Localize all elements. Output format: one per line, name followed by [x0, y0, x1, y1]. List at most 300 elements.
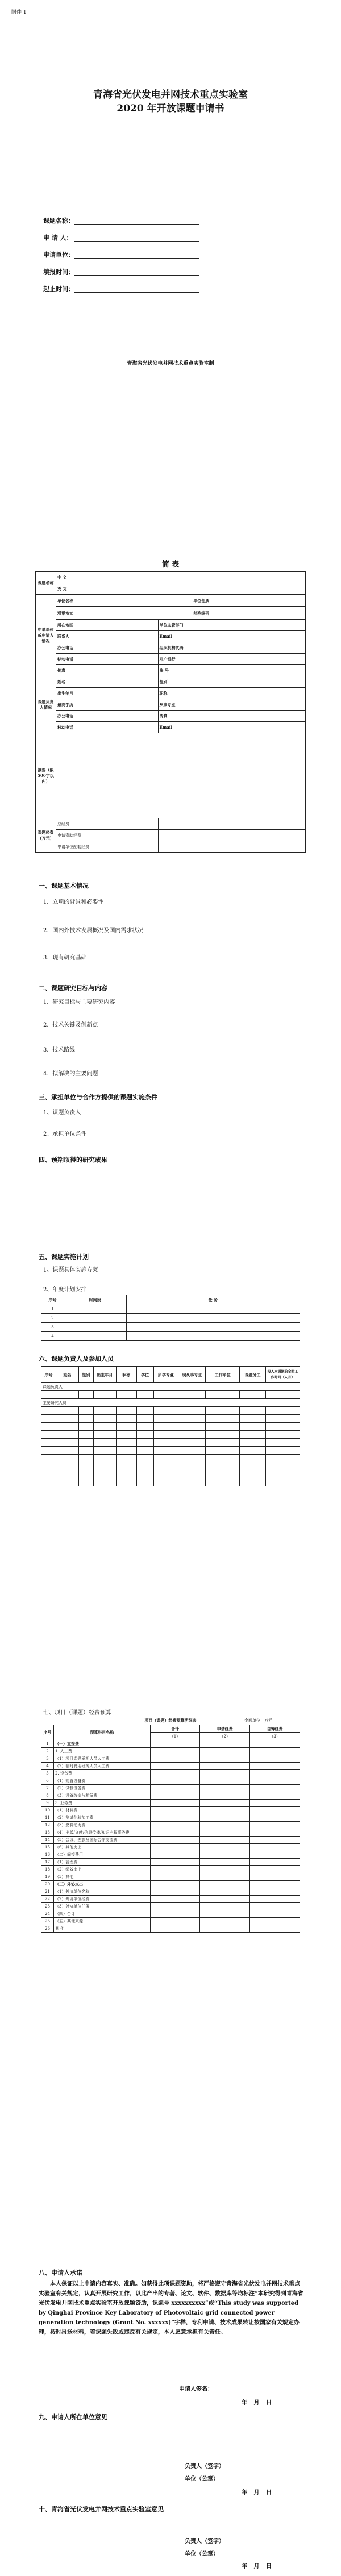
budget-amount-cell[interactable]: [150, 1763, 200, 1770]
budget-row-no: 4: [41, 1763, 54, 1770]
account-label: 账 号: [158, 665, 192, 676]
section-2-3: 3．技术路线: [43, 1047, 76, 1053]
budget-amount-cell[interactable]: [250, 1881, 300, 1888]
budget-row: [41, 1925, 300, 1933]
budget-row-item: （3）设备改造与租赁费: [53, 1792, 150, 1800]
bank-label: 开户银行: [158, 654, 192, 665]
budget-row-no: 24: [41, 1910, 54, 1918]
budget-amount-cell[interactable]: [250, 1822, 300, 1829]
budget-amount-cell[interactable]: [150, 1792, 200, 1800]
education-cell[interactable]: [90, 699, 158, 711]
budget-label: 课题经费（万元）: [36, 818, 56, 853]
email-label: Email: [158, 631, 192, 642]
budget-row: [41, 1888, 300, 1896]
budget-row-item: （1）管理费: [53, 1859, 150, 1866]
people-members-label: 主要研究人员: [41, 1399, 300, 1407]
topic-en-label: 英 文: [56, 583, 90, 595]
fax-cell[interactable]: [90, 665, 158, 676]
budget-amount-cell[interactable]: [150, 1822, 200, 1829]
cover-field-date-line[interactable]: [74, 275, 199, 276]
budget-amount-cell[interactable]: [200, 1844, 250, 1851]
budget-row-item: 3. 业务费: [53, 1800, 150, 1807]
plan-cell[interactable]: [64, 1332, 126, 1341]
budget-amount-cell[interactable]: [150, 1800, 200, 1807]
lab-leader-sign: 负责人（签字）: [185, 2538, 224, 2545]
attachment-label: 附件 1: [11, 10, 27, 15]
budget-subhead: （2）: [200, 1733, 250, 1740]
people-header: 姓名: [56, 1367, 78, 1383]
budget-row: [41, 1851, 300, 1859]
section-1-2: 2．国内外技术发展概况及国内需求状况: [43, 928, 144, 934]
budget-row-item: （3）其他: [53, 1873, 150, 1881]
plan-cell[interactable]: [126, 1314, 300, 1323]
doc-title-line1: 青海省光伏发电并网技术重点实验室: [93, 89, 248, 101]
plan-cell[interactable]: [64, 1323, 126, 1332]
budget-subhead: （1）: [150, 1733, 200, 1740]
budget-row: [41, 1763, 300, 1770]
budget-amount-cell[interactable]: [150, 1755, 200, 1763]
section-3-2: 2、承担单位条件: [43, 1131, 87, 1137]
budget-amount-cell[interactable]: [200, 1800, 250, 1807]
budget-row: [41, 1859, 300, 1866]
budget-header: 申请经费: [200, 1725, 250, 1733]
budget-row: [41, 1800, 300, 1807]
people-header: 现从事专业: [178, 1367, 206, 1383]
cover-field-applicant-line[interactable]: [74, 241, 199, 242]
people-header: 工作单位: [206, 1367, 240, 1383]
budget-amount-cell[interactable]: [250, 1800, 300, 1807]
pledge-text: 本人保证以上申请内容真实、准确。如获得此项课题资助，将严格遵守青海省光伏发电并网技术重点实验室有关规定，认真开展研究工作，以此产出的专著、论文、软件、数据库等均标注“本研究得到青海省光伏发电并网技术重点实验室开放课题资助，课题号 xxxxxxxxxx”或“This study was supported by Qinghai Province Key Laboratory of Photovoltaic grid connected power generation technology (Grant No. xxxxxx)”字样，专利申请、技术成果转让按国家有关规定办理，按时报送材料，若课题失败或违反有关规定，本人愿意承担有关责任。: [39, 2281, 303, 2336]
budget-row: [41, 1822, 300, 1829]
education-label: 最高学历: [56, 699, 90, 711]
org-code-label: 组织机构代码: [158, 642, 192, 654]
cover-footer: 青海省光伏发电并网技术重点实验室制: [127, 361, 214, 367]
budget-row-item: （3）燃料动力费: [53, 1822, 150, 1829]
section-1-heading: 一、课题基本情况: [39, 882, 89, 890]
budget-amount-cell[interactable]: [250, 1792, 300, 1800]
budget-row-item: （2）绩效支出: [53, 1866, 150, 1873]
budget-row-no: 10: [41, 1807, 54, 1814]
cover-field-period-line[interactable]: [74, 292, 199, 293]
budget-amount-cell[interactable]: [200, 1837, 250, 1844]
people-header: 出生年月: [93, 1367, 116, 1383]
people-header: 投入本课题的全时工作时间（人月）: [266, 1367, 300, 1383]
budget-row-no: 22: [41, 1896, 54, 1903]
people-header: 职称: [116, 1367, 136, 1383]
leader-fax-label: 传真: [158, 711, 192, 722]
budget-apply-label: 申请资助经费: [56, 830, 158, 841]
budget-amount-cell[interactable]: [200, 1873, 250, 1881]
budget-row: [41, 1785, 300, 1792]
budget-row: [41, 1896, 300, 1903]
budget-amount-cell[interactable]: [150, 1851, 200, 1859]
region-label: 所在地区: [56, 620, 90, 631]
plan-row-no: 1: [41, 1304, 64, 1314]
section-4-heading: 四、预期取得的研究成果: [39, 1156, 107, 1164]
cover-field-topic: 课题名称：: [43, 217, 74, 225]
budget-table: [41, 1725, 300, 1933]
budget-amount-cell[interactable]: [250, 1785, 300, 1792]
lab-seal: 单位（公章）: [185, 2551, 219, 2557]
name-cell[interactable]: [90, 676, 158, 688]
budget-self-cell[interactable]: [158, 841, 305, 853]
budget-amount-cell[interactable]: [150, 1859, 200, 1866]
budget-amount-cell[interactable]: [200, 1777, 250, 1785]
section-1-1: 1．立项的背景和必要性: [43, 899, 104, 905]
position-label: 职称: [158, 688, 192, 699]
budget-row-no: 17: [41, 1859, 54, 1866]
leader-mobile-cell[interactable]: [90, 722, 158, 733]
applicant-date: 年 月 日: [242, 2400, 272, 2406]
plan-header-no: 序号: [41, 1295, 64, 1304]
budget-row: [41, 1844, 300, 1851]
position-cell[interactable]: [192, 688, 306, 699]
lab-date: 年 月 日: [242, 2563, 272, 2570]
budget-row-item: （二）间接费用: [53, 1851, 150, 1859]
budget-row-item: （4）出版/文献/信息传播/知识产权事务费: [53, 1829, 150, 1837]
budget-amount-cell[interactable]: [250, 1770, 300, 1777]
budget-row-no: 20: [41, 1881, 54, 1888]
budget-amount-cell[interactable]: [150, 1844, 200, 1851]
budget-amount-cell[interactable]: [250, 1740, 300, 1748]
budget-amount-cell[interactable]: [200, 1925, 250, 1933]
budget-row: [41, 1777, 300, 1785]
plan-header-task: 任 务: [126, 1295, 300, 1304]
budget-row-no: 9: [41, 1800, 54, 1807]
budget-row-item: （3）外协单位任务: [53, 1903, 150, 1910]
budget-amount-cell[interactable]: [150, 1925, 200, 1933]
plan-row-no: 4: [41, 1332, 64, 1341]
budget-row-item: （五）其他来源: [53, 1918, 150, 1925]
leader-fax-cell[interactable]: [192, 711, 306, 722]
budget-total-label: 总经费: [56, 818, 158, 830]
budget-amount-cell[interactable]: [150, 1881, 200, 1888]
budget-amount-cell[interactable]: [200, 1903, 250, 1910]
budget-amount-cell[interactable]: [150, 1866, 200, 1873]
plan-cell[interactable]: [126, 1304, 300, 1314]
budget-amount-cell[interactable]: [250, 1777, 300, 1785]
people-header: 课题分工: [240, 1367, 266, 1383]
org-code-cell[interactable]: [192, 642, 306, 654]
people-table: [41, 1366, 300, 1486]
name-label: 姓名: [56, 676, 90, 688]
budget-subhead: （3）: [250, 1733, 300, 1740]
topic-cn-label: 中 文: [56, 572, 90, 583]
budget-amount-cell[interactable]: [200, 1888, 250, 1896]
budget-amount-cell[interactable]: [250, 1851, 300, 1859]
doc-title-line2: 2020 年开放课题申请书: [117, 103, 224, 114]
unit-leader-sign: 负责人（签字）: [185, 2463, 224, 2470]
budget-rows: [41, 1740, 300, 1933]
budget-row-no: 25: [41, 1918, 54, 1925]
simple-table: [35, 571, 306, 853]
unit-name-cell[interactable]: [90, 595, 192, 607]
budget-row-item: （1）购置设备费: [53, 1777, 150, 1785]
birth-label: 出生年月: [56, 688, 90, 699]
budget-amount-cell[interactable]: [250, 1888, 300, 1896]
budget-amount-cell[interactable]: [250, 1844, 300, 1851]
budget-amount-cell[interactable]: [150, 1748, 200, 1755]
leader-office-phone-cell[interactable]: [90, 711, 158, 722]
budget-amount-cell[interactable]: [200, 1918, 250, 1925]
postcode-label: 邮政编码: [192, 607, 306, 620]
budget-amount-cell[interactable]: [250, 1814, 300, 1822]
budget-amount-cell[interactable]: [150, 1873, 200, 1881]
budget-row-no: 18: [41, 1866, 54, 1873]
section-5-heading: 五、课题实施计划: [39, 1253, 89, 1261]
budget-amount-cell[interactable]: [250, 1837, 300, 1844]
budget-amount-cell[interactable]: [200, 1763, 250, 1770]
budget-amount-cell[interactable]: [250, 1807, 300, 1814]
section-5-2: 2、年度计划安排: [43, 1287, 87, 1293]
simple-table-heading: 简 表: [161, 560, 180, 569]
budget-row: [41, 1792, 300, 1800]
section-2-2: 2．技术关键及创新点: [43, 1022, 98, 1028]
budget-row-item: 其 他: [53, 1925, 150, 1933]
budget-amount-cell[interactable]: [150, 1910, 200, 1918]
budget-amount-cell[interactable]: [200, 1910, 250, 1918]
budget-row-item: （一）直接费: [53, 1740, 150, 1748]
budget-row-no: 1: [41, 1740, 54, 1748]
contact-label: 联系人: [56, 631, 90, 642]
unit-seal: 单位（公章）: [185, 2476, 219, 2482]
section-3-heading: 三、承担单位与合作方提供的课题实施条件: [39, 1094, 157, 1101]
budget-self-label: 申请单位配套经费: [56, 841, 158, 853]
plan-cell[interactable]: [64, 1314, 126, 1323]
budget-amount-cell[interactable]: [250, 1763, 300, 1770]
budget-row-item: （1）项目课题承担人员人工费: [53, 1755, 150, 1763]
budget-row-no: 26: [41, 1925, 54, 1933]
topic-cn-cell[interactable]: [90, 572, 305, 583]
section-9-heading: 九、申请人所在单位意见: [39, 2413, 107, 2421]
topic-en-cell[interactable]: [90, 583, 305, 595]
mobile-label: 移动电话: [56, 654, 90, 665]
region-cell[interactable]: [90, 620, 158, 631]
budget-amount-cell[interactable]: [200, 1859, 250, 1866]
plan-header-period: 时间段: [64, 1295, 126, 1304]
budget-row: [41, 1740, 300, 1748]
mail-address-cell[interactable]: [90, 607, 192, 620]
budget-row-no: 12: [41, 1822, 54, 1829]
budget-amount-cell[interactable]: [250, 1925, 300, 1933]
budget-row: [41, 1837, 300, 1844]
budget-row-no: 3: [41, 1755, 54, 1763]
budget-amount-cell[interactable]: [250, 1903, 300, 1910]
section-6-heading: 六、课题负责人及参加人员: [39, 1355, 114, 1362]
section-10-heading: 十、青海省光伏发电并网技术重点实验室意见: [39, 2506, 164, 2513]
leader-email-cell[interactable]: [192, 722, 306, 733]
contact-cell[interactable]: [90, 631, 158, 642]
budget-amount-cell[interactable]: [150, 1896, 200, 1903]
gender-label: 性别: [158, 676, 192, 688]
budget-amount-cell[interactable]: [200, 1866, 250, 1873]
budget-row-no: 13: [41, 1829, 54, 1837]
budget-row-no: 21: [41, 1888, 54, 1896]
budget-amount-cell[interactable]: [250, 1873, 300, 1881]
summary-cell[interactable]: [56, 733, 305, 818]
budget-header: 预算科目名称: [53, 1725, 150, 1740]
gender-cell[interactable]: [192, 676, 306, 688]
unit-name-label: 单位名称: [56, 595, 90, 607]
section-2-heading: 二、课题研究目标与内容: [39, 984, 107, 992]
budget-row-no: 2: [41, 1748, 54, 1755]
budget-amount-cell[interactable]: [200, 1785, 250, 1792]
budget-amount-cell[interactable]: [200, 1822, 250, 1829]
bank-cell[interactable]: [192, 654, 306, 665]
authority-cell[interactable]: [192, 620, 306, 631]
email-cell[interactable]: [192, 631, 306, 642]
budget-amount-cell[interactable]: [200, 1740, 250, 1748]
budget-row: [41, 1807, 300, 1814]
major-label: 从事专业: [158, 699, 192, 711]
section-2-1: 1．研究目标与主要研究内容: [43, 999, 115, 1006]
budget-row-item: （2）测试化验加工费: [53, 1814, 150, 1822]
budget-amount-cell[interactable]: [150, 1829, 200, 1837]
budget-row: [41, 1873, 300, 1881]
budget-amount-cell[interactable]: [150, 1770, 200, 1777]
mobile-cell[interactable]: [90, 654, 158, 665]
budget-row-no: 14: [41, 1837, 54, 1844]
budget-row: [41, 1881, 300, 1888]
budget-total-cell[interactable]: [158, 818, 305, 830]
plan-cell[interactable]: [126, 1323, 300, 1332]
budget-amount-cell[interactable]: [150, 1888, 200, 1896]
budget-amount-cell[interactable]: [200, 1851, 250, 1859]
budget-caption: 项目（课题）经费预算明细表: [144, 1718, 197, 1723]
budget-amount-cell[interactable]: [250, 1748, 300, 1755]
budget-row-no: 5: [41, 1770, 54, 1777]
budget-row-item: （2）试制设备费: [53, 1785, 150, 1792]
plan-table: [41, 1295, 300, 1341]
budget-amount-cell[interactable]: [150, 1918, 200, 1925]
budget-amount-cell[interactable]: [200, 1748, 250, 1755]
budget-amount-cell[interactable]: [150, 1777, 200, 1785]
budget-unit: 金额单位：万元: [244, 1718, 272, 1723]
applicant-section-label: 申请单位或申请人情况: [36, 595, 56, 676]
applicant-sign-label: 申请人签名：: [179, 2386, 213, 2392]
budget-row: [41, 1814, 300, 1822]
budget-amount-cell[interactable]: [150, 1740, 200, 1748]
leader-section-label: 课题负责人情况: [36, 676, 56, 733]
budget-row: [41, 1910, 300, 1918]
cover-field-unit-line[interactable]: [74, 258, 199, 259]
people-header: 学位: [136, 1367, 153, 1383]
plan-cell[interactable]: [126, 1332, 300, 1341]
budget-header: 合计: [150, 1725, 200, 1733]
budget-amount-cell[interactable]: [200, 1881, 250, 1888]
summary-label: 摘要（限500字以内）: [36, 733, 56, 818]
leader-mobile-label: 移动电话: [56, 722, 90, 733]
budget-amount-cell[interactable]: [250, 1755, 300, 1763]
cover-field-date: 填报时间：: [43, 268, 74, 276]
budget-amount-cell[interactable]: [200, 1829, 250, 1837]
cover-field-applicant: 申 请 人：: [43, 234, 73, 242]
budget-row-item: （2）临时聘用研究人员人工费: [53, 1763, 150, 1770]
people-header: 所学专业: [153, 1367, 178, 1383]
plan-row-no: 2: [41, 1314, 64, 1323]
major-cell[interactable]: [192, 699, 306, 711]
unit-date: 年 月 日: [242, 2490, 272, 2496]
section-2-4: 4．拟解决的主要问题: [43, 1071, 98, 1077]
cover-field-period: 起止时间：: [43, 285, 74, 293]
budget-row: [41, 1770, 300, 1777]
budget-row-item: 1. 人工费: [53, 1748, 150, 1755]
section-7-heading: 七、项目（课题）经费预算: [43, 1710, 111, 1716]
budget-amount-cell[interactable]: [150, 1785, 200, 1792]
budget-amount-cell[interactable]: [250, 1859, 300, 1866]
budget-row-no: 15: [41, 1844, 54, 1851]
budget-row-no: 11: [41, 1814, 54, 1822]
mail-address-label: 通讯地址: [56, 607, 90, 620]
budget-amount-cell[interactable]: [250, 1829, 300, 1837]
budget-row: [41, 1866, 300, 1873]
fax-label: 传真: [56, 665, 90, 676]
budget-apply-cell[interactable]: [158, 830, 305, 841]
leader-office-phone-label: 办公电话: [56, 711, 90, 722]
budget-row-item: 2. 设备费: [53, 1770, 150, 1777]
plan-row-no: 3: [41, 1323, 64, 1332]
budget-amount-cell[interactable]: [200, 1755, 250, 1763]
budget-row-item: （2）外协单位经费: [53, 1896, 150, 1903]
section-1-3: 3．现有研究基础: [43, 955, 87, 961]
unit-nature-label: 单位性质: [192, 595, 306, 607]
budget-row-no: 8: [41, 1792, 54, 1800]
section-8-heading: 八、申请人承诺: [39, 2269, 82, 2276]
budget-header: 序号: [41, 1725, 54, 1740]
budget-row: [41, 1748, 300, 1755]
budget-amount-cell[interactable]: [250, 1866, 300, 1873]
section-5-1: 1、课题具体实施方案: [43, 1267, 98, 1273]
budget-row-item: （1）外协单位名称: [53, 1888, 150, 1896]
section-3-1: 1、课题负责人: [43, 1110, 81, 1116]
budget-row-item: （四）合计: [53, 1910, 150, 1918]
budget-row: [41, 1903, 300, 1910]
office-phone-cell[interactable]: [90, 642, 158, 654]
account-cell[interactable]: [192, 665, 306, 676]
cover-field-unit: 申请单位：: [43, 251, 74, 259]
budget-row-no: 7: [41, 1785, 54, 1792]
budget-row: [41, 1829, 300, 1837]
budget-row-no: 23: [41, 1903, 54, 1910]
topic-label: 课题名称: [36, 572, 56, 595]
budget-amount-cell[interactable]: [250, 1918, 300, 1925]
budget-row: [41, 1918, 300, 1925]
authority-label: 单位主管部门: [158, 620, 192, 631]
budget-amount-cell[interactable]: [250, 1910, 300, 1918]
budget-amount-cell[interactable]: [200, 1896, 250, 1903]
budget-amount-cell[interactable]: [250, 1896, 300, 1903]
budget-row-item: （6）其他支出: [53, 1844, 150, 1851]
budget-row-no: 16: [41, 1851, 54, 1859]
budget-amount-cell[interactable]: [200, 1807, 250, 1814]
birth-cell[interactable]: [90, 688, 158, 699]
budget-row-item: （三）外协支出: [53, 1881, 150, 1888]
budget-amount-cell[interactable]: [150, 1837, 200, 1844]
people-header: 性别: [78, 1367, 93, 1383]
plan-cell[interactable]: [64, 1304, 126, 1314]
budget-amount-cell[interactable]: [200, 1770, 250, 1777]
budget-amount-cell[interactable]: [150, 1814, 200, 1822]
budget-amount-cell[interactable]: [200, 1792, 250, 1800]
budget-row: [41, 1755, 300, 1763]
leader-email-label: Email: [158, 722, 192, 733]
budget-row-no: 6: [41, 1777, 54, 1785]
cover-field-topic-line[interactable]: [74, 224, 199, 225]
budget-amount-cell[interactable]: [200, 1814, 250, 1822]
budget-amount-cell[interactable]: [150, 1807, 200, 1814]
budget-amount-cell[interactable]: [150, 1903, 200, 1910]
budget-row-no: 19: [41, 1873, 54, 1881]
